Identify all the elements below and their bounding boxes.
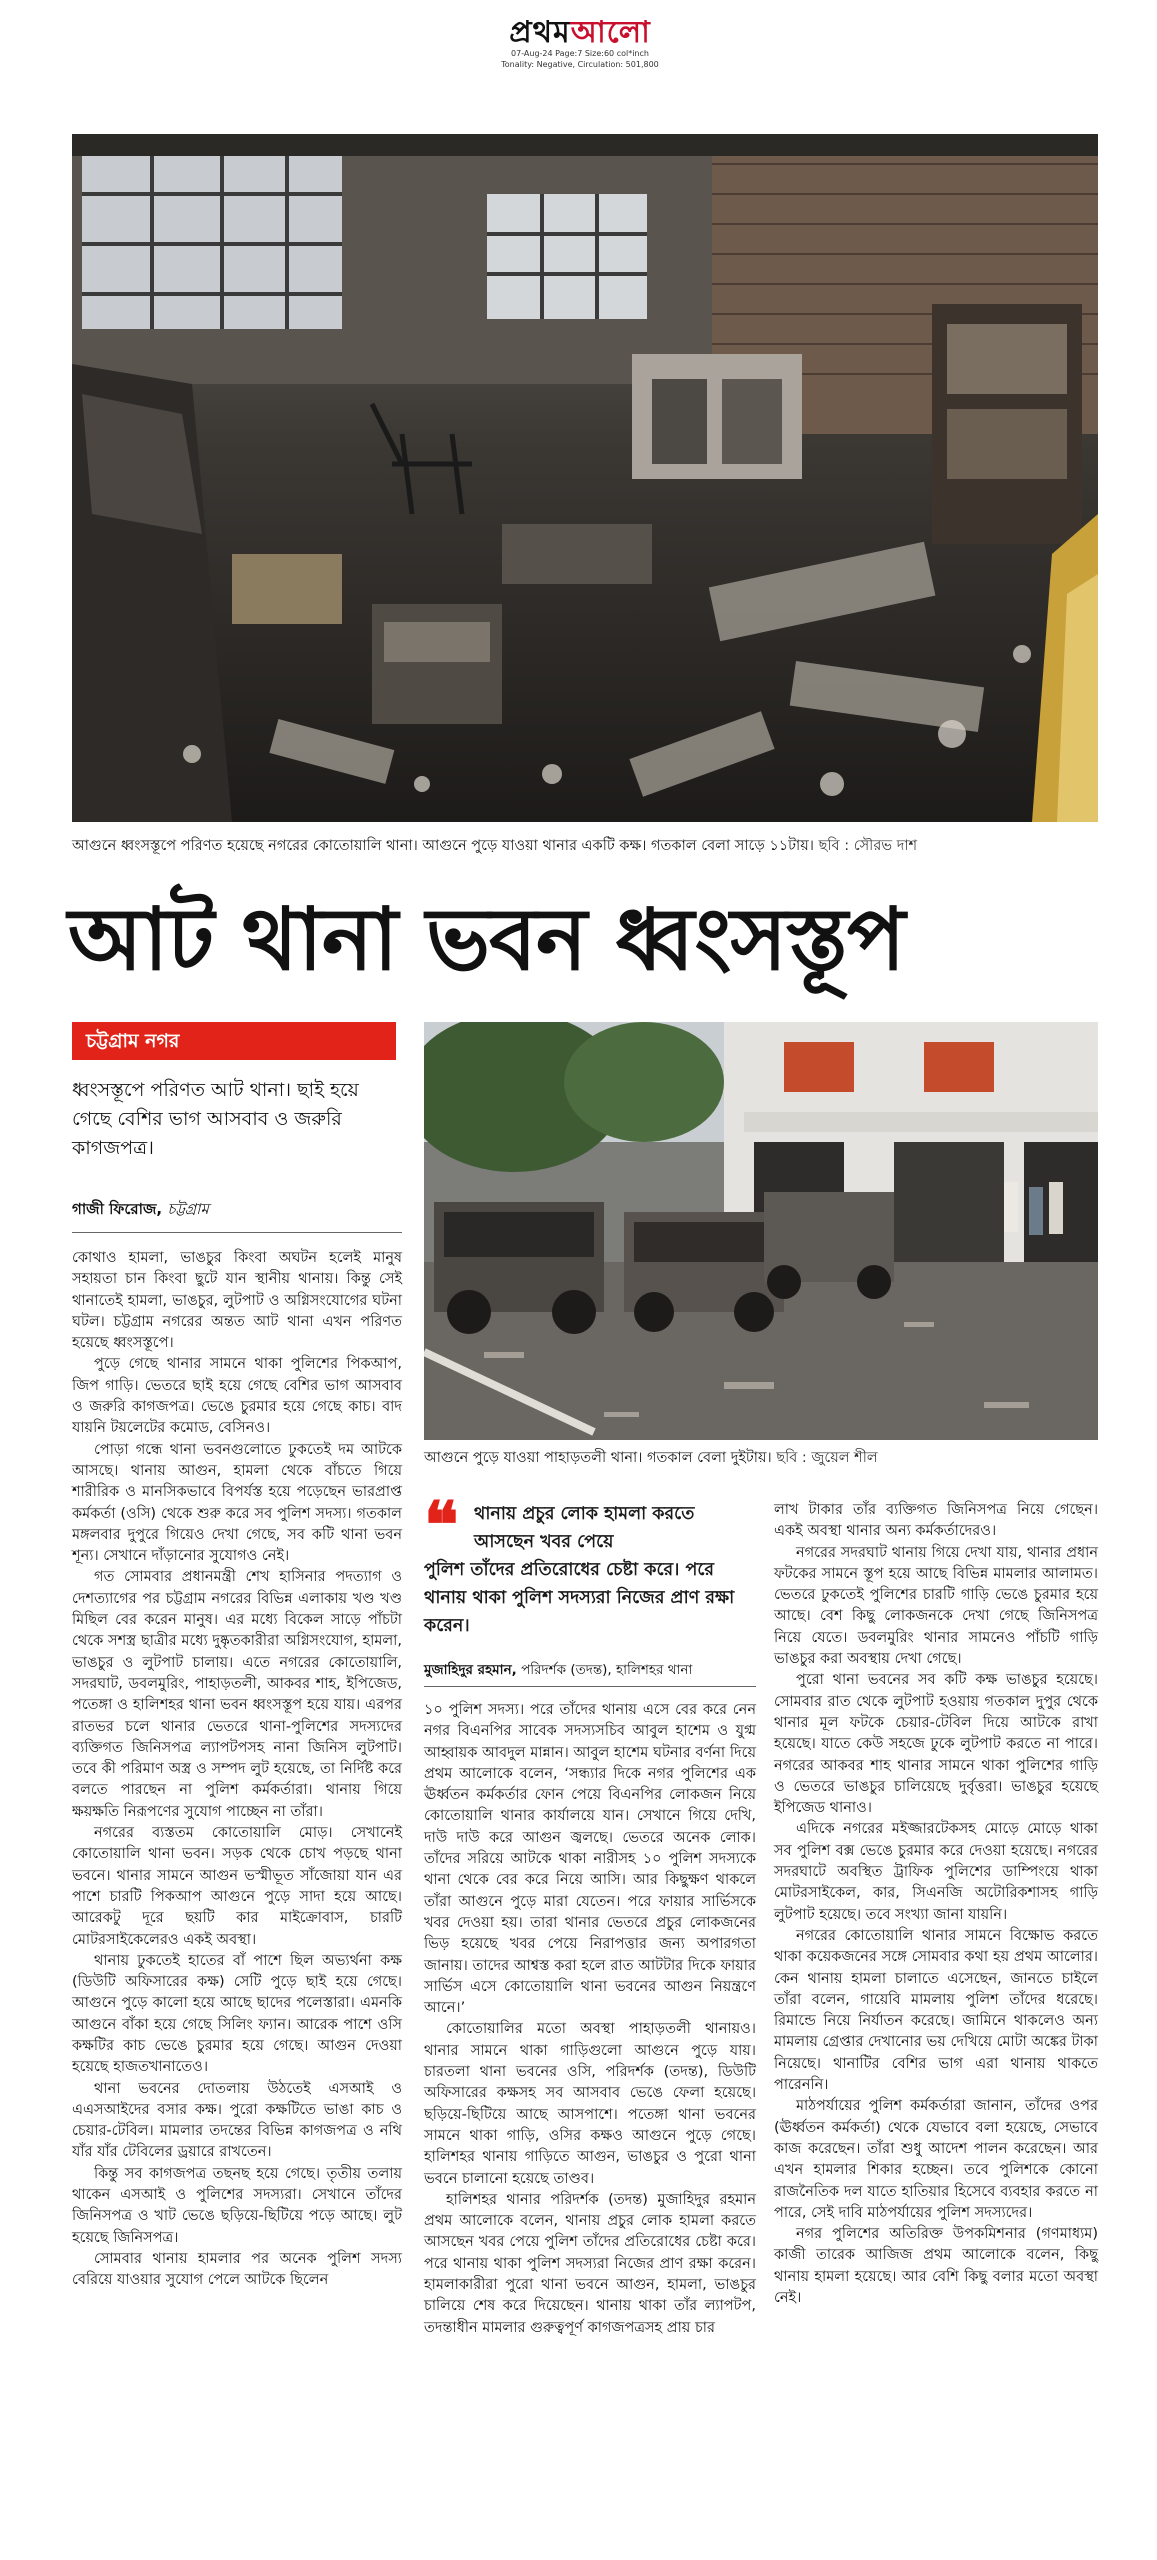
logo-text-2: আলো [570,15,651,50]
col1-paragraph: সোমবার থানায় হামলার পর অনেক পুলিশ সদস্য বেরিয়ে যাওয়ার সুযোগ পেলে আটকে ছিলেন [72,2250,402,2289]
pull-quote-head: থানায় প্রচুর লোক হামলা করতে আসছেন খবর পেয়ে [474,1504,695,1552]
section-tag: চট্টগ্রাম নগর [72,1022,396,1060]
second-photo-caption [424,1448,1098,1468]
logo-text-1: প্রথম [509,15,571,50]
clipping-meta [480,48,680,70]
col1-paragraph: নগরের ব্যস্ততম কোতোয়ালি মোড়। সেখানেই কোতোয়ালি থানা ভবন। সড়ক থেকে চোখ পড়ছে থানা ভবনে। থানার সামনে আগুন ভস্মীভূত সাঁজোয়া যান এর পাশে চারটি পিকআপ আগুনে পুড়ে সাদা হয়ে আছে। আরেকটু দূরে ছয়টি কার মাইক্রোবাস, চারটি মোটরসাইকেলেরও একই অবস্থা। [72,1825,402,1948]
top-photo-caption [72,836,1098,856]
article-column-1 [72,1248,402,2292]
col2-paragraph: ১০ পুলিশ সদস্য। পরে তাঁদের থানায় এসে বের করে নেন নগর বিএনপির সাবেক সদস্যসচিব আবুল হাশেম ও যুগ্ম আহ্বায়ক আবদুল মান্নান। আবুল হাশেম ঘটনার বর্ণনা দিয়ে প্রথম আলোকে বলেন, ‘সন্ধ্যার দিকে নগর পুলিশের এক ঊর্ধ্বতন কর্মকর্তার ফোন পেয়ে বিএনপির লোকজন নিয়ে কোতোয়ালি থানার কার্যালয়ে যান। সেখানে গিয়ে দেখি, দাউ দাউ করে আগুন জ্বলছে। ভেতরে অনেক লোক। তাঁদের সরিয়ে আটকে থাকা নারীসহ ১০ পুলিশ সদস্যকে থানা থেকে বের করে নিয়ে আসি। আর কিছুক্ষণ থাকলে তাঁরা আগুনে পুড়ে মারা যেতেন। পরে ফায়ার সার্ভিসকে খবর দেওয়া হয়। তারা থানার ভেতরে প্রচুর লোকজনের ভিড় হয়েছে খবর পেয়ে নিরাপত্তার জন্য অপারগতা জানায়। তাদের আশ্বস্ত করা হলে রাত আটটার দিকে ফায়ার সার্ভিস এসে কোতোয়ালি থানা ভবনের আগুন নিয়ন্ত্রণে আনে।’ [424,1702,756,2017]
col3-paragraph: নগর পুলিশের অতিরিক্ত উপকমিশনার (গণমাধ্যম) কাজী তারেক আজিজ প্রথম আলোকে বলেন, কিছু থানায় হামলা হয়েছে। আর বেশি কিছু বলার মতো অবস্থা নেই। [774,2226,1098,2306]
masthead [0,0,1157,90]
top-photo-burnt-room [72,134,1098,822]
headline: আট থানা ভবন ধ্বংসস্তূপ [68,889,905,990]
col3-paragraph: নগরের কোতোয়ালি থানার সামনে বিক্ষোভ করতে থাকা কয়েকজনের সঙ্গে সোমবার কথা হয় প্রথম আলোর। কেন থানায় হামলা চালাতে এসেছেন, জানতে চাইলে তাঁরা বলেন, গায়েবি মামলায় পুলিশ তাঁদের ধরেছে। রিমান্ডে নিয়ে নির্যাতন করেছে। জামিনে থাকলেও অন্য মামলায় গ্রেপ্তার দেখানোর ভয় দেখিয়ে মোটা অঙ্কের টাকা নিয়েছে। থানাটির বেশির ভাগ এরা থানায় থাকতে পারেননি। [774,1927,1098,2094]
article-column-2 [424,1700,756,2339]
byline-divider [72,1232,402,1233]
col2-paragraph: হালিশহর থানার পরিদর্শক (তদন্ত) মুজাহিদুর রহমান প্রথম আলোকে বলেন, থানায় প্রচুর লোক হামলা করতে আসছেন খবর পেয়ে পুলিশ তাঁদের প্রতিরোধের চেষ্টা করে। পরে থানায় থাকা পুলিশ সদস্যরা নিজের প্রাণ রক্ষা করেন। হামলাকারীরা পুরো থানা ভবনে আগুন, হামলা, ভাঙচুর চালিয়ে শেষ করে দিয়েছেন। থানায় থাকা তাঁর ল্যাপটপ, তদন্তাধীন মামলার গুরুত্বপূর্ণ কাগজপত্রসহ প্রায় চার [424,2191,756,2336]
standfirst: ধ্বংসস্তূপে পরিণত আট থানা। ছাই হয়ে গেছে বেশির ভাগ আসবাব ও জরুরি কাগজপত্র। [72,1079,359,1159]
col1-paragraph: কোথাও হামলা, ভাঙচুর কিংবা অঘটন হলেই মানুষ সহায়তা চান কিংবা ছুটে যান স্থানীয় থানায়। কিন্তু সেই থানাতেই হামলা, ভাঙচুর, লুটপাট ও অগ্নিসংযোগের ঘটনা ঘটল। চট্টগ্রাম নগরের অন্তত আট থানা এখন পরিণত হয়েছে ধ্বংসস্তূপে। [72,1250,402,1352]
top-photo-caption-text: আগুনে ধ্বংসস্তূপে পরিণত হয়েছে নগরের কোতোয়ালি থানা। আগুনে পুড়ে যাওয়া থানার একটি কক্ষ। গতকাল বেলা সাড়ে ১১টায়। [72,838,814,854]
clipping-meta-line-1: 07-Aug-24 Page:7 Size:60 col*inch [511,49,649,58]
col1-paragraph: থানা ভবনের দোতলায় উঠতেই এসআই ও এএসআইদের বসার কক্ষ। পুরো কক্ষটিতে ভাঙা কাচ ও চেয়ার-টেবিল। মামলার তদন্তের বিভিন্ন কাগজপত্র ও নথি যাঁর যাঁর টেবিলের ড্রয়ারে রাখতেন। [72,2080,402,2161]
clipping-meta-line-2: Tonality: Negative, Circulation: 501,800 [501,60,659,69]
col1-paragraph: পুড়ে গেছে থানার সামনে থাকা পুলিশের পিকআপ, জিপ গাড়ি। ভেতরে ছাই হয়ে গেছে বেশির ভাগ আসবাব ও জরুরি কাগজপত্র। ভেঙে চুরমার হয়ে গেছে কাচ। বাদ যায়নি টয়লেটের কমোড, বেসিনও। [72,1356,402,1437]
byline [72,1198,402,1220]
col1-paragraph: থানায় ঢুকতেই হাতের বাঁ পাশে ছিল অভ্যর্থনা কক্ষ (ডিউটি অফিসারের কক্ষ) সেটি পুড়ে ছাই হয়ে গেছে। আগুনে পুড়ে কালো হয়ে আছে ছাদের পলেস্তারা। এমনকি আগুনে বাঁকা হয়ে গেছে সিলিং ফ্যান। আরেক পাশে ওসি কক্ষটির কাচ ভেঙে চুরমার হয়ে গেছে। আগুন দেওয়া হয়েছে হাজতখানাতেও। [72,1952,402,2076]
col3-paragraph: এদিকে নগরের মইজ্জারটেকসহ মোড়ে মোড়ে থাকা সব পুলিশ বক্স ভেঙে চুরমার করে দেওয়া হয়েছে। নগরের সদরঘাটে অবস্থিত ট্রাফিক পুলিশের ডাম্পিংয়ে থাকা মোটরসাইকেল, কার, সিএনজি অটোরিকশাসহ গাড়ি লুটপাট হয়েছে। তবে সংখ্যা জানা যায়নি। [774,1821,1098,1923]
pull-quote-author-role: পরিদর্শক (তদন্ত), হালিশহর থানা [521,1662,693,1678]
pull-quote-attribution [424,1660,756,1680]
quote-mark-icon: ❝ [424,1488,459,1563]
second-photo-credit: ছবি : জুয়েল শীল [776,1450,878,1466]
top-photo-credit: ছবি : সৌরভ দাশ [818,838,918,854]
byline-name: গাজী ফিরোজ, [72,1200,163,1218]
col1-paragraph: পোড়া গন্ধে থানা ভবনগুলোতে ঢুকতেই দম আটকে আসছে। থানায় আগুন, হামলা থেকে বাঁচতে গিয়ে শারীরিক ও মানসিকভাবে বিপর্যস্ত হয়ে পড়েছেন ভারপ্রাপ্ত কর্মকর্তা (ওসি) থেকে শুরু করে সব পুলিশ সদস্য। গতকাল মঙ্গলবার দুপুরে গিয়েও দেখা গেছে, সব কটি থানা ভবন শূন্য। সেখানে দাঁড়ানোর সুযোগও নেই। [72,1441,402,1565]
second-photo-burnt-vehicles [424,1022,1098,1440]
col3-paragraph: পুরো থানা ভবনের সব কটি কক্ষ ভাঙচুর হয়েছে। সোমবার রাত থেকে লুটপাট হওয়ায় গতকাল দুপুর থেকে থানার মূল ফটকে চেয়ার-টেবিল দিয়ে আটকে রাখা হয়েছে। যাতে কেউ সহজে ঢুকে লুটপাট করতে না পারে। নগরের আকবর শাহ থানার সামনে থাকা পুলিশের গাড়ি ও ভেতরে ভাঙচুর চালিয়েছে দুর্বৃত্তরা। ভাঙচুর হয়েছে ইপিজেড থানাও। [774,1672,1098,1817]
pull-quote-author: মুজাহিদুর রহমান, [424,1662,517,1678]
second-photo-caption-text: আগুনে পুড়ে যাওয়া পাহাড়তলী থানা। গতকাল বেলা দুইটায়। [424,1450,772,1466]
byline-place: চট্টগ্রাম [167,1200,209,1218]
pull-quote-divider [424,1686,756,1687]
col3-paragraph: লাখ টাকার তাঁর ব্যক্তিগত জিনিসপত্র নিয়ে গেছেন। একই অবস্থা থানার অন্য কর্মকর্তাদেরও। [774,1502,1098,1540]
col1-paragraph: কিন্তু সব কাগজপত্র তছনছ হয়ে গেছে। তৃতীয় তলায় থাকেন এসআই ও পুলিশের সদস্যরা। সেখানে তাঁদের জিনিসপত্র ও খাট ভেঙে ছড়িয়ে-ছিটিয়ে পড়ে আছে। লুট হয়েছে জিনিসপত্র। [72,2165,402,2246]
col1-paragraph: গত সোমবার প্রধানমন্ত্রী শেখ হাসিনার পদত্যাগ ও দেশত্যাগের পর চট্টগ্রাম নগরের বিভিন্ন এলাকায় খণ্ড খণ্ড মিছিল বের করেন মানুষ। এর মধ্যে বিকেল সাড়ে পাঁচটা থেকে সশস্ত্র ছাত্রীর মধ্যে দুষ্কৃতকারীরা অগ্নিসংযোগ, হামলা, ভাঙচুর ও লুটপাট চালায়। এতে নগরের কোতোয়ালি, সদরঘাট, ডবলমুরিং, পাহাড়তলী, আকবর শাহ, ইপিজেড, পতেঙ্গা ও হালিশহর থানা ভবন ধ্বংসস্তূপ হয়ে যায়। এরপর রাতভর চলে থানার ভেতরে থানা-পুলিশের সদস্যদের ব্যক্তিগত জিনিসপত্র ল্যাপটপসহ নানা জিনিস লুটপাট। তবে কী পরিমাণ অস্ত্র ও সম্পদ লুট হয়েছে, তা নির্দিষ্ট করে বলতে পারছেন না পুলিশ কর্মকর্তারা। থানায় গিয়ে ক্ষয়ক্ষতি নিরূপণের সুযোগ পাচ্ছেন না তাঁরা। [72,1569,402,1820]
article-column-3 [774,1500,1098,2309]
col2-paragraph: কোতোয়ালির মতো অবস্থা পাহাড়তলী থানায়ও। থানার সামনে থাকা গাড়িগুলো আগুনে পুড়ে যায়। চারতলা থানা ভবনের ওসি, পরিদর্শক (তদন্ত), ডিউটি অফিসারের কক্ষসহ সব আসবাব ভেঙে ফেলা হয়েছে। ছড়িয়ে-ছিটিয়ে আছে আসপাশে। পতেঙ্গা থানা ভবনের সামনে থাকা গাড়ি, ওসির কক্ষও আগুনে পুড়ে গেছে। হালিশহর থানায় গাড়িতে আগুন, ভাঙচুর ও পুরো থানা ভবনে চালানো হয়েছে তাণ্ডব। [424,2021,756,2187]
col3-paragraph: নগরের সদরঘাট থানায় গিয়ে দেখা যায়, থানার প্রধান ফটকের সামনে স্তূপ হয়ে আছে বিভিন্ন মামলার আলামত। ভেতরে ঢুকতেই পুলিশের চারটি গাড়ি ভেঙে চুরমার হয়ে আছে। বেশ কিছু লোকজনকে দেখা গেছে জিনিসপত্র নিয়ে যেতে। ডবলমুরিং থানার সামনেও পাঁচটি গাড়ি ভাঙচুর করা অবস্থায় দেখা গেছে। [774,1544,1098,1668]
pull-quote-text [424,1500,756,1640]
pull-quote-tail: পুলিশ তাঁদের প্রতিরোধের চেষ্টা করে। পরে থানায় থাকা পুলিশ সদস্যরা নিজের প্রাণ রক্ষা করেন। [424,1560,735,1636]
col3-paragraph: মাঠপর্যায়ের পুলিশ কর্মকর্তারা জানান, তাঁদের ওপর (ঊর্ধ্বতন কর্মকর্তা) থেকে যেভাবে বলা হয়েছে, সেভাবে কাজ করেছেন। তাঁরা শুধু আদেশ পালন করেছেন। আর এখন হামলার শিকার হচ্ছেন। তবে পুলিশকে কোনো রাজনৈতিক দল যাতে হাতিয়ার হিসেবে ব্যবহার করতে না পারে, সেই দাবি মাঠপর্যায়ের পুলিশ সদস্যদের। [774,2098,1098,2221]
